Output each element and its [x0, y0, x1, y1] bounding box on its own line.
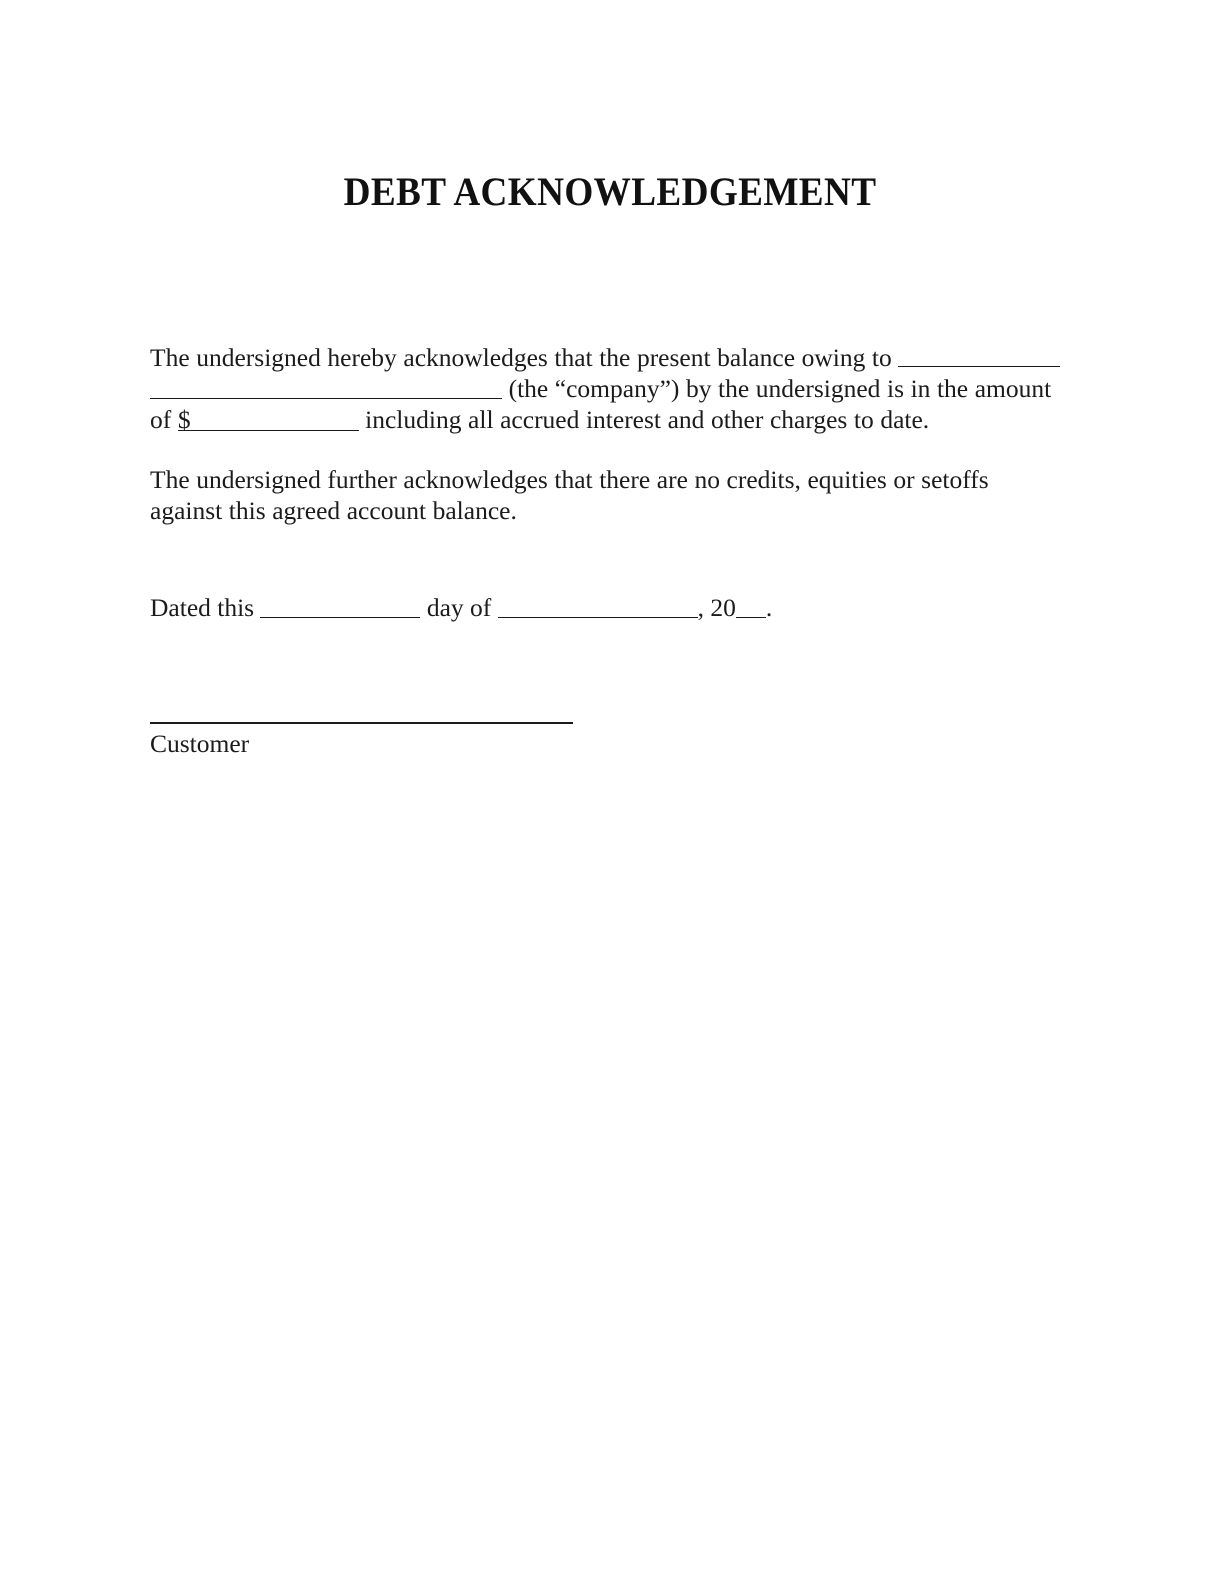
paragraph-no-setoffs: The undersigned further acknowledges that there are no credits, equities or setoffs against this agreed account balance.	[150, 465, 989, 525]
customer-signature-line[interactable]	[150, 722, 573, 724]
paragraph-1-segment-1: The undersigned hereby acknowledges that the present balance owing to	[150, 342, 899, 372]
currency-symbol: $	[177, 404, 191, 434]
month-blank[interactable]	[498, 592, 698, 618]
year-blank[interactable]	[736, 592, 766, 618]
signature-label-customer: Customer	[150, 729, 250, 758]
amount-field-group[interactable]	[177, 404, 359, 434]
dated-line	[150, 592, 772, 624]
day-blank[interactable]	[260, 592, 420, 618]
year-prefix-label: , 20	[697, 592, 736, 622]
document-body	[150, 316, 1070, 552]
company-name-blank-line-1[interactable]	[898, 342, 1060, 368]
dated-line-period: .	[765, 592, 773, 622]
signature-block	[150, 722, 580, 759]
company-name-blank-line-2[interactable]	[150, 373, 502, 399]
page-title: DEBT ACKNOWLEDGEMENT	[343, 168, 877, 214]
day-of-label: day of	[420, 592, 498, 622]
paragraph-balance-acknowledgement	[150, 342, 1068, 436]
paragraph-1-segment-3: including all accrued interest and other charges to date.	[358, 404, 930, 434]
dated-label: Dated this	[150, 592, 261, 622]
paragraph-1-segment-2: (the “company”) by the undersigned is in the amount of	[150, 374, 1052, 434]
